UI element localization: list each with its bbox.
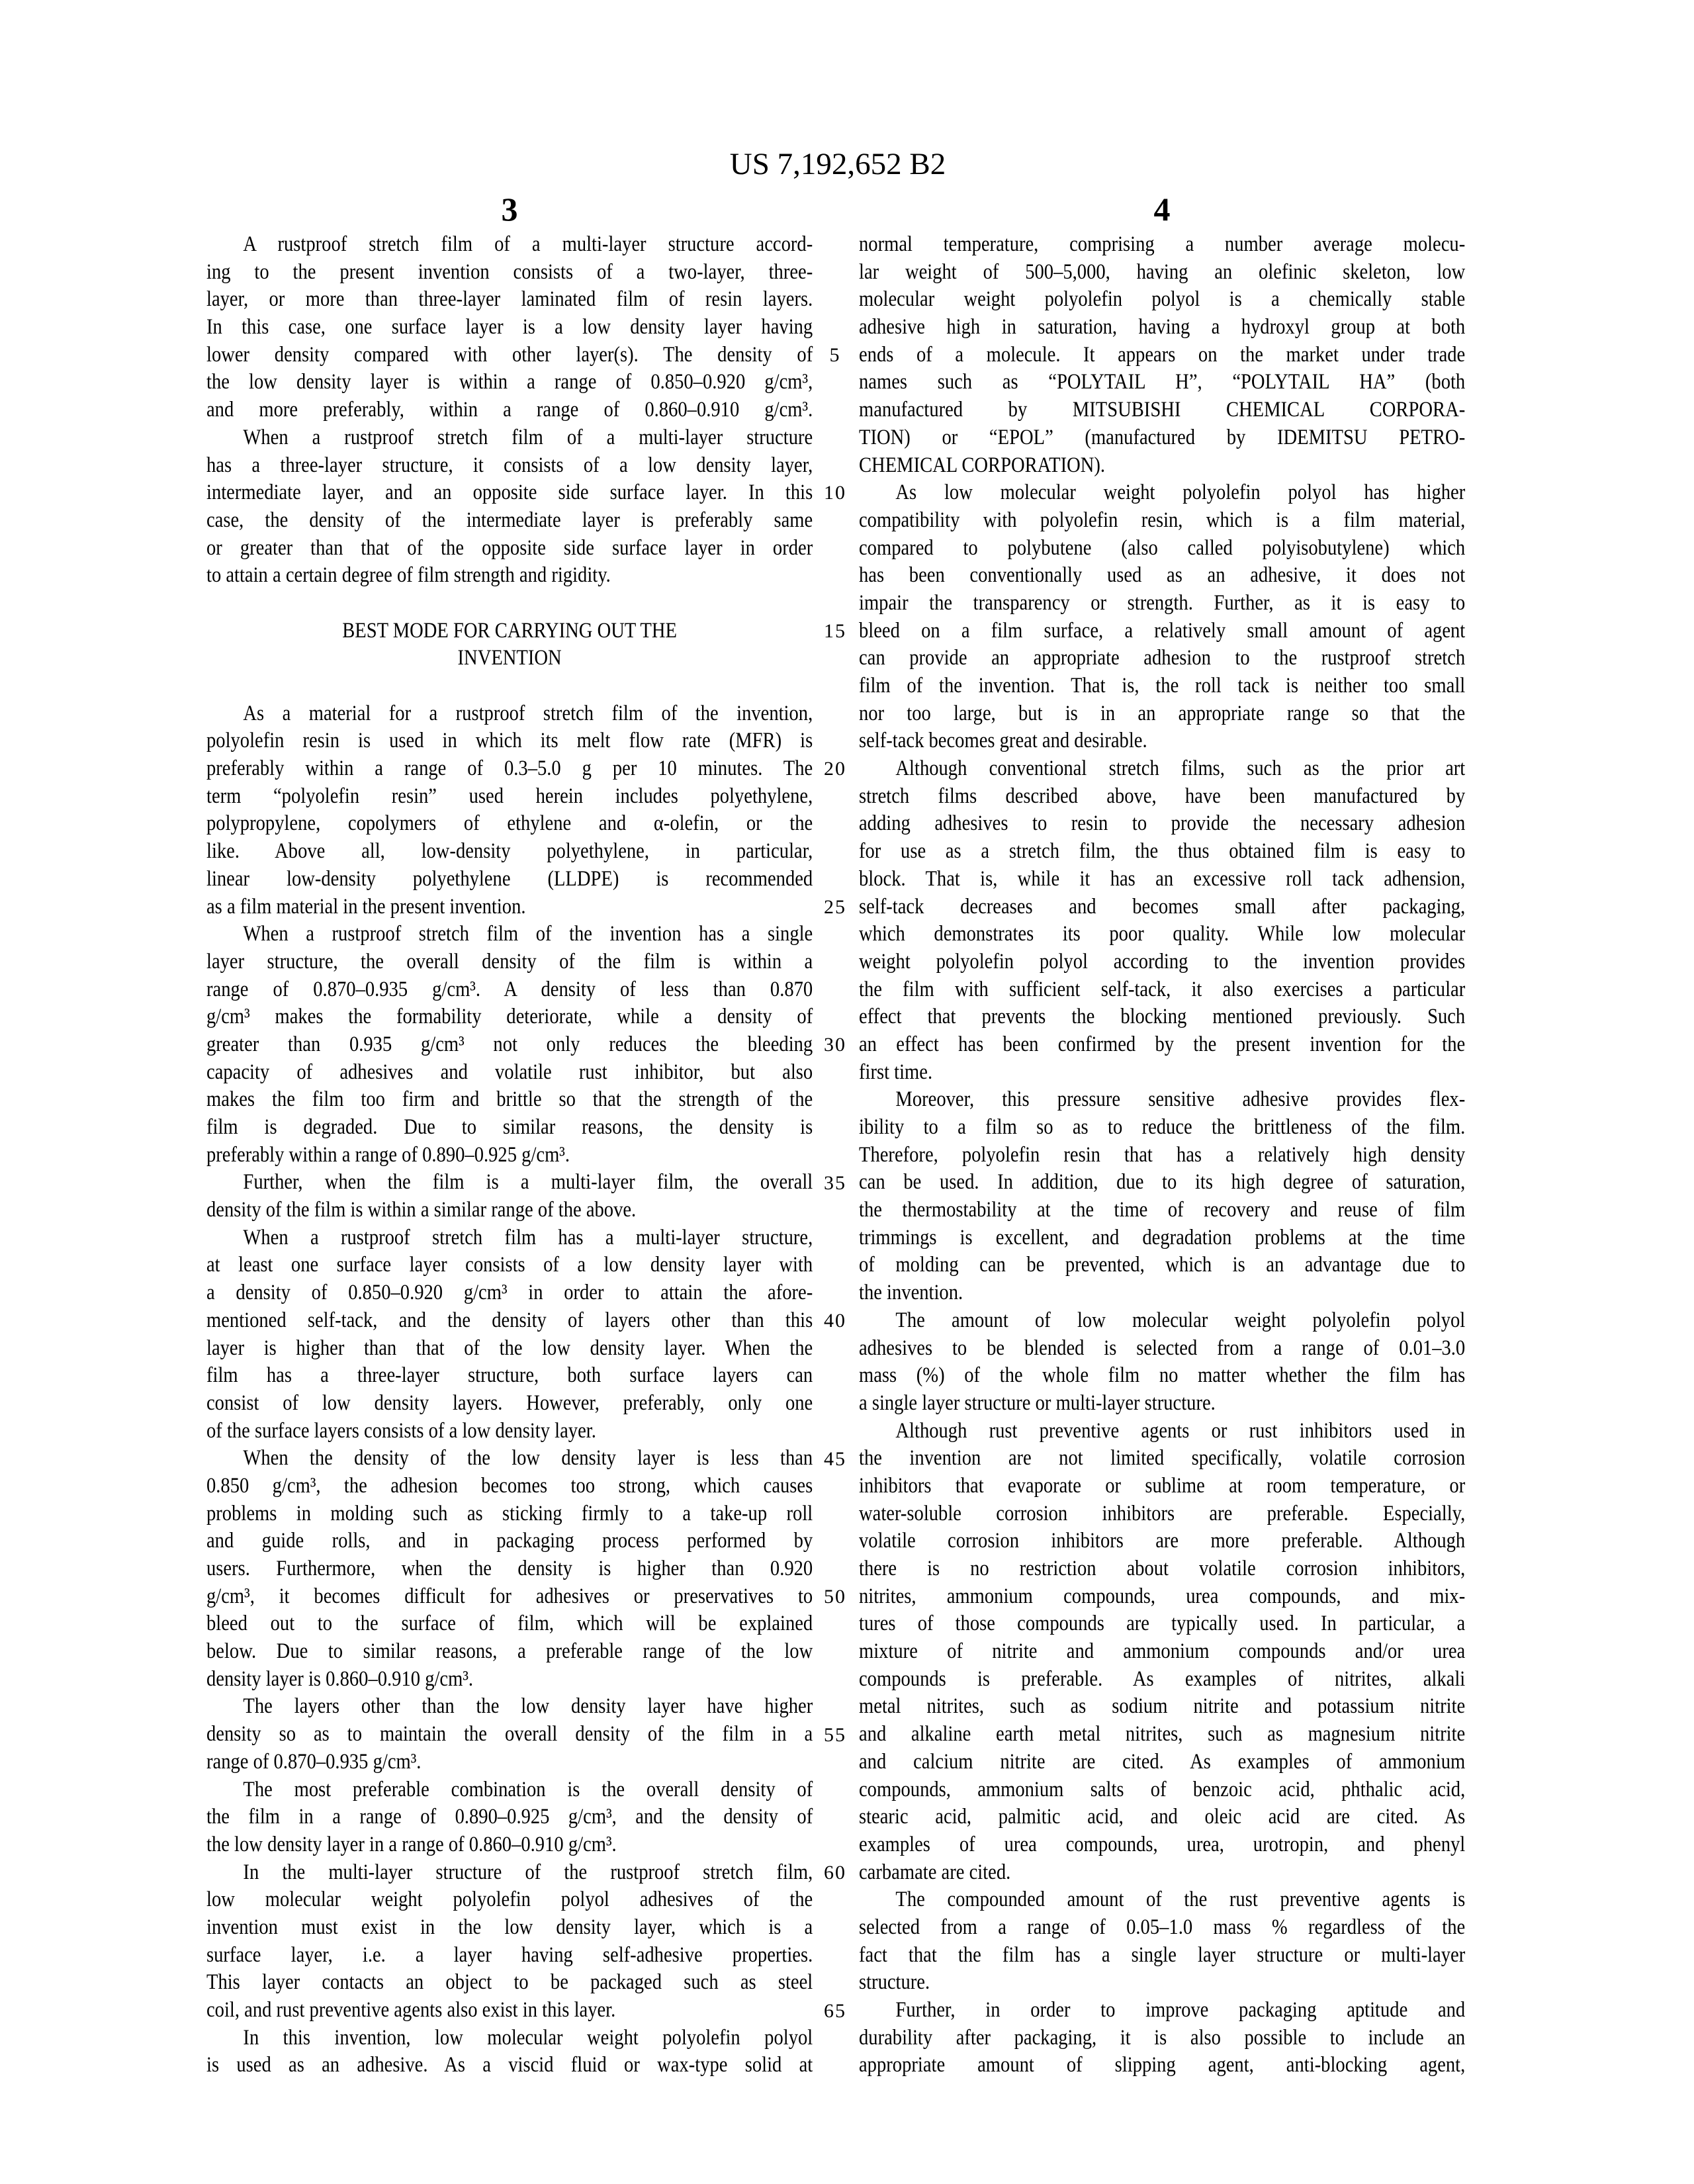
text-line: range of 0.870–0.935 g/cm³. A density of less than 0.870 xyxy=(206,977,813,1001)
text-line: lower density compared with other layer(s). The density of xyxy=(206,342,813,367)
text-line: manufactured by MITSUBISHI CHEMICAL CORPORA- xyxy=(859,398,1466,422)
text-line: When a rustproof stretch film of a multi-layer structure xyxy=(243,425,813,449)
text-line: fact that the film has a single layer structure or multi-layer xyxy=(859,1942,1466,1967)
text-line: first time. xyxy=(859,1060,933,1084)
text-line: can be used. In addition, due to its high degree of saturation, xyxy=(859,1170,1466,1195)
text-line: 0.850 g/cm³, the adhesion becomes too strong, which causes xyxy=(206,1473,813,1498)
text-line: a density of 0.850–0.920 g/cm³ in order to attain the afore- xyxy=(206,1281,813,1305)
text-line: mixture of nitrite and ammonium compounds and/or urea xyxy=(859,1639,1466,1664)
text-line: As a material for a rustproof stretch film of the invention, xyxy=(243,701,813,725)
text-line: bleed on a film surface, a relatively small amount of agent xyxy=(859,618,1466,643)
text-line: for use as a stretch film, the thus obtained film is easy to xyxy=(859,839,1466,864)
text-line: density so as to maintain the overall density of the film in a xyxy=(206,1722,813,1747)
text-line: and alkaline earth metal nitrites, such as magnesium nitrite xyxy=(859,1722,1466,1747)
text-line: the film in a range of 0.890–0.925 g/cm³, and the density of xyxy=(206,1805,813,1829)
text-line: nor too large, but is in an appropriate range so that the xyxy=(859,701,1466,725)
text-line: has a three-layer structure, it consists of a low density layer, xyxy=(206,453,813,477)
text-line: compounds, ammonium salts of benzoic acid, phthalic acid, xyxy=(859,1777,1466,1801)
text-line: self-tack becomes great and desirable. xyxy=(859,729,1147,753)
text-line: preferably within a range of 0.3–5.0 g per 10 minutes. The xyxy=(206,756,813,781)
text-line: impair the transparency or strength. Further, as it is easy to xyxy=(859,590,1466,615)
text-line: adding adhesives to resin to provide the necessary adhesion xyxy=(859,811,1466,836)
text-line: of molding can be prevented, which is an advantage due to xyxy=(859,1253,1466,1277)
text-line: the invention are not limited specifically, volatile corrosion xyxy=(859,1446,1466,1471)
text-line: tures of those compounds are typically used. In particular, a xyxy=(859,1612,1466,1636)
text-line: ibility to a film so as to reduce the brittleness of the film. xyxy=(859,1115,1466,1139)
text-line: Therefore, polyolefin resin that has a relatively high density xyxy=(859,1142,1466,1167)
text-line: film has a three-layer structure, both surface layers can xyxy=(206,1363,813,1388)
text-line: linear low-density polyethylene (LLDPE) is recommended xyxy=(206,866,813,891)
text-line: In this invention, low molecular weight polyolefin polyol xyxy=(243,2025,813,2050)
text-line: A rustproof stretch film of a multi-layer structure accord- xyxy=(243,232,813,256)
line-number: 60 xyxy=(824,1862,846,1884)
text-line: has been conventionally used as an adhesive, it does not xyxy=(859,563,1466,588)
text-line: stretch films described above, have been manufactured by xyxy=(859,784,1466,808)
text-line: polypropylene, copolymers of ethylene and α-olefin, or the xyxy=(206,811,813,836)
text-line: below. Due to similar reasons, a preferable range of the low xyxy=(206,1639,813,1664)
text-line: users. Furthermore, when the density is higher than 0.920 xyxy=(206,1557,813,1580)
text-line: at least one surface layer consists of a low density layer with xyxy=(206,1253,813,1277)
line-number-gutter xyxy=(814,231,856,2084)
text-line: examples of urea compounds, urea, urotropin, and phenyl xyxy=(859,1832,1466,1856)
text-line: a single layer structure or multi-layer structure. xyxy=(859,1390,1216,1415)
text-line: nitrites, ammonium compounds, urea compounds, and mix- xyxy=(859,1584,1466,1608)
line-number: 10 xyxy=(824,482,846,504)
text-line: carbamate are cited. xyxy=(859,1860,1011,1884)
text-line: mentioned self-tack, and the density of layers other than this xyxy=(206,1308,813,1332)
text-line: or greater than that of the opposite side surface layer in order xyxy=(206,535,813,560)
text-line: g/cm³ makes the formability deteriorate, while a density of xyxy=(206,1005,813,1029)
text-line: term “polyolefin resin” used herein includes polyethylene, xyxy=(206,784,813,808)
text-line: film of the invention. That is, the roll tack is neither too small xyxy=(859,674,1466,698)
text-line: lar weight of 500–5,000, having an olefinic skeleton, low xyxy=(859,259,1466,284)
text-line: volatile corrosion inhibitors are more preferable. Although xyxy=(859,1529,1466,1553)
text-line: structure. xyxy=(859,1970,930,1995)
text-line: metal nitrites, such as sodium nitrite and potassium nitrite xyxy=(859,1694,1466,1719)
text-line: invention must exist in the low density layer, which is a xyxy=(206,1915,813,1939)
text-line: names such as “POLYTAIL H”, “POLYTAIL HA” (both xyxy=(859,370,1466,394)
text-line: The amount of low molecular weight polyolefin polyol xyxy=(895,1308,1466,1332)
text-line: surface layer, i.e. a layer having self-adhesive properties. xyxy=(206,1942,813,1967)
text-line: ends of a molecule. It appears on the market under trade xyxy=(859,342,1466,367)
text-line: When the density of the low density layer is less than xyxy=(243,1446,813,1471)
text-line: and calcium nitrite are cited. As examples of ammonium xyxy=(859,1749,1466,1774)
text-line: range of 0.870–0.935 g/cm³. xyxy=(206,1749,422,1774)
text-line: The compounded amount of the rust preventive agents is xyxy=(895,1888,1466,1912)
text-line: makes the film too firm and brittle so that the strength of the xyxy=(206,1087,813,1112)
text-line: CHEMICAL CORPORATION). xyxy=(859,453,1106,477)
text-line: weight polyolefin polyol according to the invention provides xyxy=(859,949,1466,974)
text-line: like. Above all, low-density polyethylene, in particular, xyxy=(206,839,813,864)
text-line: the film with sufficient self-tack, it also exercises a particular xyxy=(859,977,1466,1001)
text-line: molecular weight polyolefin polyol is a chemically stable xyxy=(859,287,1466,312)
text-line: coil, and rust preventive agents also exist in this layer. xyxy=(206,1998,616,2022)
text-line: Further, in order to improve packaging aptitude and xyxy=(895,1998,1466,2022)
blank-line xyxy=(206,672,813,700)
text-line: the low density layer is within a range of 0.850–0.920 g/cm³, xyxy=(206,370,813,394)
text-line: case, the density of the intermediate layer is preferably same xyxy=(206,508,813,532)
line-number: 20 xyxy=(824,758,846,780)
line-number: 25 xyxy=(824,895,846,918)
text-line: When a rustproof stretch film of the invention has a single xyxy=(243,922,813,946)
text-line: normal temperature, comprising a number average molecu- xyxy=(859,232,1466,256)
text-line: an effect has been confirmed by the present invention for the xyxy=(859,1032,1466,1056)
patent-number-header: US 7,192,652 B2 xyxy=(729,147,946,181)
line-number: 45 xyxy=(824,1447,846,1470)
text-line: water-soluble corrosion inhibitors are preferable. Especially, xyxy=(859,1501,1466,1525)
text-line: durability after packaging, it is also possible to include an xyxy=(859,2025,1466,2050)
text-line: stearic acid, palmitic acid, and oleic acid are cited. As xyxy=(859,1805,1466,1829)
column-number-4: 4 xyxy=(1153,191,1171,228)
text-line: self-tack decreases and becomes small after packaging, xyxy=(859,894,1466,919)
text-line: Although conventional stretch films, such as the prior art xyxy=(895,756,1466,781)
text-line: film is degraded. Due to similar reasons, the density is xyxy=(206,1115,813,1139)
line-number: 15 xyxy=(824,619,846,642)
text-line: appropriate amount of slipping agent, anti-blocking agent, xyxy=(859,2053,1466,2077)
text-line: The most preferable combination is the overall density of xyxy=(243,1777,813,1801)
text-line: TION) or “EPOL” (manufactured by IDEMITSU PETRO- xyxy=(859,425,1466,449)
text-line: trimmings is excellent, and degradation problems at the time xyxy=(859,1225,1466,1250)
text-line: adhesive high in saturation, having a hydroxyl group at both xyxy=(859,315,1466,340)
text-line: g/cm³, it becomes difficult for adhesives or preservatives to xyxy=(206,1584,813,1608)
line-number: 55 xyxy=(824,1723,846,1746)
text-line: which demonstrates its poor quality. While low molecular xyxy=(859,922,1466,946)
text-line: there is no restriction about volatile corrosion inhibitors, xyxy=(859,1557,1466,1580)
text-line: As low molecular weight polyolefin polyol has higher xyxy=(895,480,1466,505)
text-line: bleed out to the surface of film, which will be explained xyxy=(206,1612,813,1636)
text-line: layer is higher than that of the low density layer. When the xyxy=(206,1336,813,1360)
text-line: intermediate layer, and an opposite side surface layer. In this xyxy=(206,480,813,505)
line-number: 35 xyxy=(824,1171,846,1194)
text-line: In the multi-layer structure of the rustproof stretch film, xyxy=(243,1860,813,1884)
text-line: as a film material in the present invention. xyxy=(206,894,526,919)
text-line: When a rustproof stretch film has a multi-layer structure, xyxy=(243,1225,813,1250)
text-line: problems in molding such as sticking firmly to a take-up roll xyxy=(206,1501,813,1525)
line-number: 40 xyxy=(824,1310,846,1332)
text-line: inhibitors that evaporate or sublime at room temperature, or xyxy=(859,1473,1466,1498)
text-line: effect that prevents the blocking mentioned previously. Such xyxy=(859,1005,1466,1029)
column-3-text xyxy=(206,231,813,2079)
text-line: density layer is 0.860–0.910 g/cm³. xyxy=(206,1666,474,1691)
text-line: Further, when the film is a multi-layer film, the overall xyxy=(243,1170,813,1195)
text-line: can provide an appropriate adhesion to the rustproof stretch xyxy=(859,646,1466,670)
text-line: of the surface layers consists of a low density layer. xyxy=(206,1418,596,1443)
text-line: ing to the present invention consists of a two-layer, three- xyxy=(206,259,813,284)
text-line: and guide rolls, and in packaging process performed by xyxy=(206,1529,813,1553)
text-line: compounds is preferable. As examples of nitrites, alkali xyxy=(859,1666,1466,1691)
text-line: This layer contacts an object to be packaged such as steel xyxy=(206,1970,813,1995)
text-line: mass (%) of the whole film no matter whether the film has xyxy=(859,1363,1466,1388)
text-line: layer, or more than three-layer laminated film of resin layers. xyxy=(206,287,813,312)
text-line: compatibility with polyolefin resin, which is a film material, xyxy=(859,508,1466,532)
text-line: to attain a certain degree of film strength and rigidity. xyxy=(206,563,611,588)
section-heading-line: INVENTION xyxy=(457,646,562,670)
text-line: In this case, one surface layer is a low density layer having xyxy=(206,315,813,340)
line-number: 65 xyxy=(824,1999,846,2022)
text-line: compared to polybutene (also called polyisobutylene) which xyxy=(859,535,1466,560)
text-line: and more preferably, within a range of 0.860–0.910 g/cm³. xyxy=(206,398,813,422)
text-line: the thermostability at the time of recovery and reuse of film xyxy=(859,1198,1466,1222)
text-line: preferably within a range of 0.890–0.925 g/cm³. xyxy=(206,1142,570,1167)
text-line: low molecular weight polyolefin polyol adhesives of the xyxy=(206,1888,813,1912)
text-line: capacity of adhesives and volatile rust inhibitor, but also xyxy=(206,1060,813,1084)
text-line: the invention. xyxy=(859,1281,963,1305)
blank-line xyxy=(206,590,813,617)
line-number: 50 xyxy=(824,1586,846,1608)
text-line: the low density layer in a range of 0.860–0.910 g/cm³. xyxy=(206,1832,617,1856)
text-line: block. That is, while it has an excessive roll tack adhension, xyxy=(859,866,1466,891)
text-line: is used as an adhesive. As a viscid fluid or wax-type solid at xyxy=(206,2053,813,2077)
text-line: greater than 0.935 g/cm³ not only reduces the bleeding xyxy=(206,1032,813,1056)
text-line: density of the film is within a similar range of the above. xyxy=(206,1198,637,1222)
line-number: 30 xyxy=(824,1034,846,1056)
column-4-text xyxy=(859,231,1465,2079)
line-number: 5 xyxy=(829,343,841,366)
text-line: consist of low density layers. However, preferably, only one xyxy=(206,1390,813,1415)
text-line: Moreover, this pressure sensitive adhesive provides flex- xyxy=(895,1087,1466,1112)
text-line: The layers other than the low density layer have higher xyxy=(243,1694,813,1719)
text-line: layer structure, the overall density of the film is within a xyxy=(206,949,813,974)
section-heading-line: BEST MODE FOR CARRYING OUT THE xyxy=(342,618,677,643)
text-line: adhesives to be blended is selected from a range of 0.01–3.0 xyxy=(859,1336,1466,1360)
text-line: polyolefin resin is used in which its melt flow rate (MFR) is xyxy=(206,729,813,753)
column-number-3: 3 xyxy=(501,191,518,228)
text-line: selected from a range of 0.05–1.0 mass % regardless of the xyxy=(859,1915,1466,1939)
text-line: Although rust preventive agents or rust inhibitors used in xyxy=(895,1418,1466,1443)
